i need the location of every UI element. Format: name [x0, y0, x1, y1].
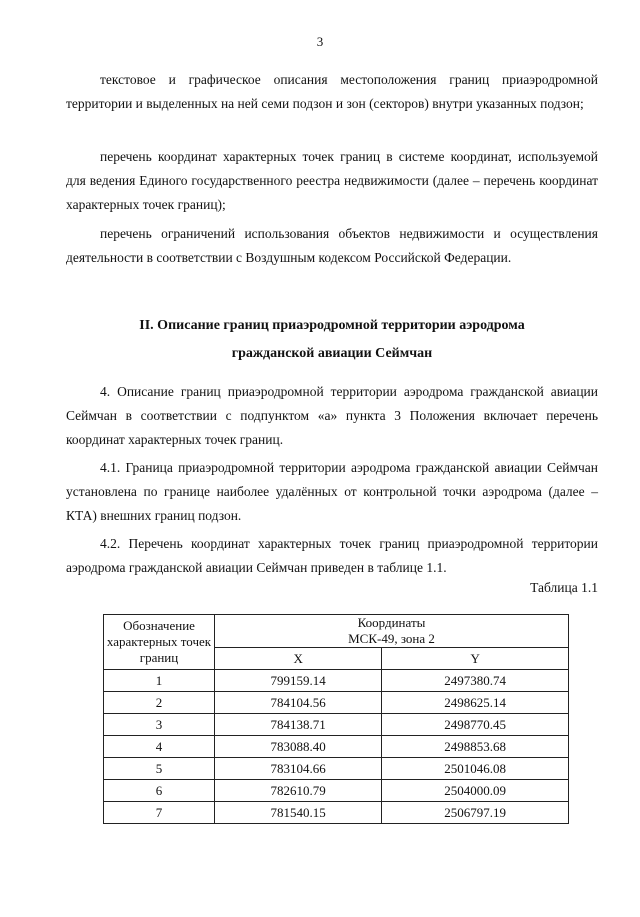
header-coordinates: [215, 615, 569, 648]
point-cell: 3: [104, 714, 215, 736]
x-cell: 799159.14: [215, 670, 382, 692]
header-coordinates-title: Координаты: [357, 615, 426, 630]
x-cell: 783104.66: [215, 758, 382, 780]
y-cell: 2506797.19: [382, 802, 569, 824]
body-paragraph-4-1: 4.1. Граница приаэродромной территории аэродрома гражданской авиации Сеймчан установлена по границе наиболее удалённых от контрольной точки аэродрома (далее – КТА) внешних границ подзон.: [66, 460, 598, 523]
point-cell: 1: [104, 670, 215, 692]
table-row: [104, 670, 569, 692]
point-cell: 7: [104, 802, 215, 824]
header-y: Y: [382, 648, 569, 670]
table-row: [104, 714, 569, 736]
section-heading-line-1: II. Описание границ приаэродромной территории аэродрома: [139, 318, 525, 333]
x-cell: 784104.56: [215, 692, 382, 714]
table-row: [104, 780, 569, 802]
point-cell: 4: [104, 736, 215, 758]
y-cell: 2498625.14: [382, 692, 569, 714]
table-row: [104, 692, 569, 714]
intro-paragraph-3: перечень ограничений использования объектов недвижимости и осуществления деятельности в соответствии с Воздушным кодексом Российской Федерации.: [66, 226, 598, 265]
x-cell: 781540.15: [215, 802, 382, 824]
section-heading: [66, 312, 598, 368]
point-cell: 5: [104, 758, 215, 780]
table-row: [104, 802, 569, 824]
y-cell: 2504000.09: [382, 780, 569, 802]
table-caption: Таблица 1.1: [530, 580, 598, 595]
y-cell: 2498853.68: [382, 736, 569, 758]
y-cell: 2497380.74: [382, 670, 569, 692]
x-cell: 783088.40: [215, 736, 382, 758]
table-row: [104, 736, 569, 758]
page-number: 3: [316, 34, 324, 49]
body-paragraph-4-2: 4.2. Перечень координат характерных точек границ приаэродромной территории аэродрома гражданской авиации Сеймчан приведен в таблице 1.1.: [66, 536, 598, 575]
header-coordinate-system: МСК-49, зона 2: [348, 631, 435, 646]
y-cell: 2498770.45: [382, 714, 569, 736]
table-row: [104, 758, 569, 780]
intro-paragraph-1: текстовое и графическое описания местоположения границ приаэродромной территории и выделенных на ней семи подзон и зон (секторов) внутри указанных подзон;: [66, 72, 598, 111]
x-cell: 782610.79: [215, 780, 382, 802]
y-cell: 2501046.08: [382, 758, 569, 780]
intro-paragraph-2: перечень координат характерных точек границ в системе координат, используемой для ведения Единого государственного реестра недвижимости (далее – перечень координат характерных точек границ);: [66, 149, 598, 212]
section-heading-line-2: гражданской авиации Сеймчан: [231, 346, 433, 361]
body-paragraph-4: 4. Описание границ приаэродромной территории аэродрома гражданской авиации Сеймчан в соответствии с подпунктом «а» пункта 3 Положения включает перечень координат характерных точек границ.: [66, 384, 598, 447]
header-point-designation: Обозначение характерных точек границ: [104, 615, 215, 670]
point-cell: 2: [104, 692, 215, 714]
point-cell: 6: [104, 780, 215, 802]
x-cell: 784138.71: [215, 714, 382, 736]
coordinates-table: [103, 614, 569, 824]
table-body: [104, 670, 569, 824]
header-x: X: [215, 648, 382, 670]
